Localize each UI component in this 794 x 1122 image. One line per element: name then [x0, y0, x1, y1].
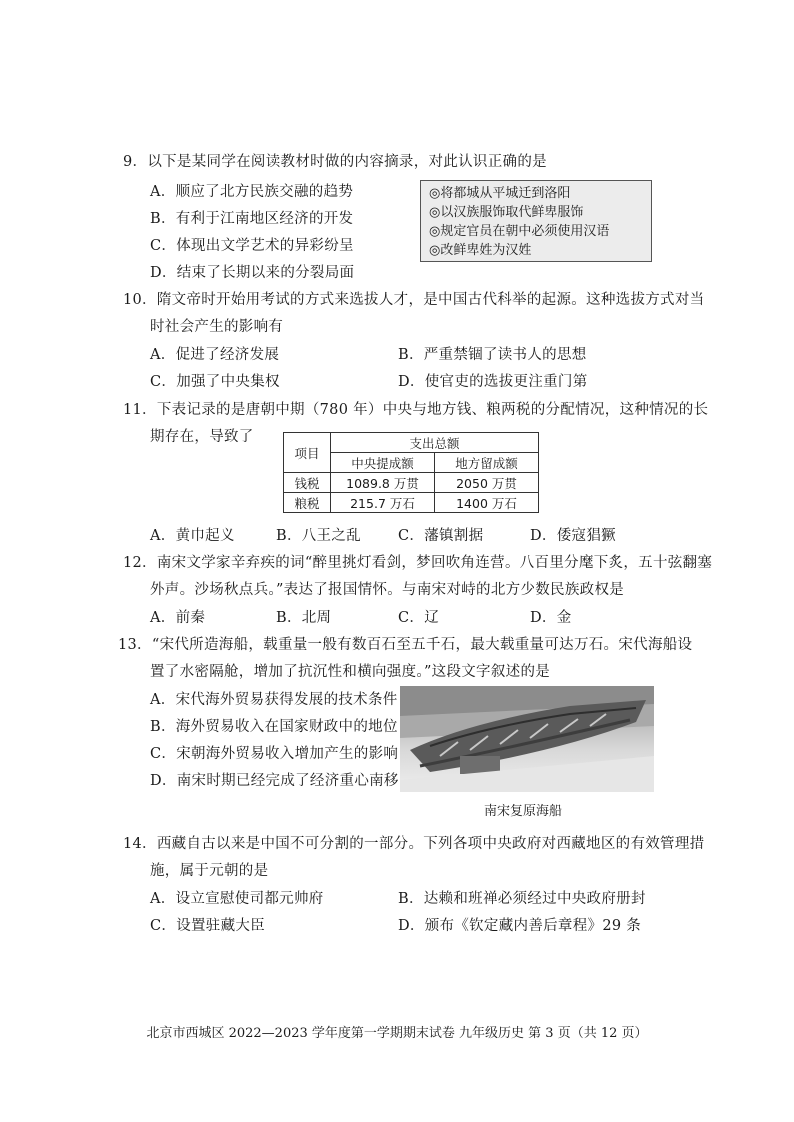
q11-option-b: B．八王之乱 [276, 528, 361, 544]
q9-option-b: B．有利于江南地区经济的开发 [150, 211, 354, 227]
q14-option-b: B．达赖和班禅必须经过中央政府册封 [398, 891, 646, 907]
tax-distribution-table [283, 432, 539, 513]
q14-option-d: D．颁布《钦定藏内善后章程》29 条 [398, 918, 642, 934]
q11-stem-line2: 期存在，导致了 [150, 429, 254, 445]
table-cell-local: 1400 万石 [435, 493, 539, 513]
q9-note-4: ◎改鲜卑姓为汉姓 [429, 243, 532, 258]
q12-option-a: A．前秦 [150, 610, 206, 626]
q9-note-3: ◎规定官员在朝中必须使用汉语 [429, 224, 610, 239]
q10-option-a: A．促进了经济发展 [150, 347, 280, 363]
q10-stem-line2: 时社会产生的影响有 [150, 319, 284, 335]
q9-option-c: C．体现出文学艺术的异彩纷呈 [150, 238, 354, 254]
q13-option-d: D．南宋时期已经完成了经济重心南移 [150, 773, 399, 789]
table-row [284, 493, 539, 513]
q14-option-c: C．设置驻藏大臣 [150, 918, 265, 934]
table-cell-central: 215.7 万石 [331, 493, 435, 513]
q9-stem: 9．以下是某同学在阅读教材时做的内容摘录，对此认识正确的是 [123, 154, 547, 170]
table-row [284, 473, 539, 493]
q9-option-d: D．结束了长期以来的分裂局面 [150, 265, 355, 281]
table-header-local: 地方留成额 [435, 453, 539, 473]
table-header-item: 项目 [284, 433, 331, 473]
q11-option-a: A．黄巾起义 [150, 528, 235, 544]
table-header-total: 支出总额 [331, 433, 539, 453]
ship-caption: 南宋复原海船 [484, 804, 563, 819]
q14-stem-line1: 14．西藏自古以来是中国不可分割的一部分。下列各项中央政府对西藏地区的有效管理措 [123, 836, 705, 852]
q13-stem-line2: 置了水密隔舱，增加了抗沉性和横向强度。”这段文字叙述的是 [150, 664, 551, 680]
q10-option-c: C．加强了中央集权 [150, 374, 280, 390]
page-footer: 北京市西城区 2022—2023 学年度第一学期期末试卷 九年级历史 第 3 页（共 12 页） [146, 1026, 648, 1041]
q9-excerpt-box [420, 180, 652, 262]
q13-option-c: C．宋朝海外贸易收入增加产生的影响 [150, 746, 399, 762]
q10-stem-line1: 10．隋文帝时开始用考试的方式来选拔人才，是中国古代科举的起源。这种选拔方式对当 [123, 292, 705, 308]
table-header-central: 中央提成额 [331, 453, 435, 473]
q12-stem-line2: 外声。沙场秋点兵。”表达了报国情怀。与南宋对峙的北方少数民族政权是 [150, 582, 625, 598]
q11-option-c: C．藩镇割据 [398, 528, 484, 544]
q14-stem-line2: 施，属于元朝的是 [150, 863, 269, 879]
restored-ship-photo [400, 686, 654, 792]
q13-option-b: B．海外贸易收入在国家财政中的地位 [150, 719, 398, 735]
q12-option-c: C．辽 [398, 610, 439, 626]
q10-option-b: B．严重禁锢了读书人的思想 [398, 347, 587, 363]
q12-option-b: B．北周 [276, 610, 332, 626]
q12-stem-line1: 12．南宋文学家辛弃疾的词“醉里挑灯看剑，梦回吹角连营。八百里分麾下炙，五十弦翻塞 [123, 555, 713, 571]
q12-option-d: D．金 [530, 610, 572, 626]
q11-option-d: D．倭寇猖獗 [530, 528, 616, 544]
table-cell-item: 钱税 [284, 473, 331, 493]
q10-option-d: D．使官吏的选拔更注重门第 [398, 374, 588, 390]
table-cell-local: 2050 万贯 [435, 473, 539, 493]
ship-illustration [400, 686, 654, 792]
table-cell-item: 粮税 [284, 493, 331, 513]
q9-option-a: A．顺应了北方民族交融的趋势 [150, 184, 354, 200]
q13-option-a: A．宋代海外贸易获得发展的技术条件 [150, 692, 398, 708]
table-cell-central: 1089.8 万贯 [331, 473, 435, 493]
q11-stem-line1: 11．下表记录的是唐朝中期（780 年）中央与地方钱、粮两税的分配情况，这种情况的长 [123, 402, 709, 418]
q9-note-1: ◎将都城从平城迁到洛阳 [429, 186, 571, 201]
q9-note-2: ◎以汉族服饰取代鲜卑服饰 [429, 205, 584, 220]
q14-option-a: A．设立宣慰使司都元帅府 [150, 891, 324, 907]
q13-stem-line1: 13．“宋代所造海船，载重量一般有数百石至五千石，最大载重量可达万石。宋代海船设 [118, 637, 693, 653]
